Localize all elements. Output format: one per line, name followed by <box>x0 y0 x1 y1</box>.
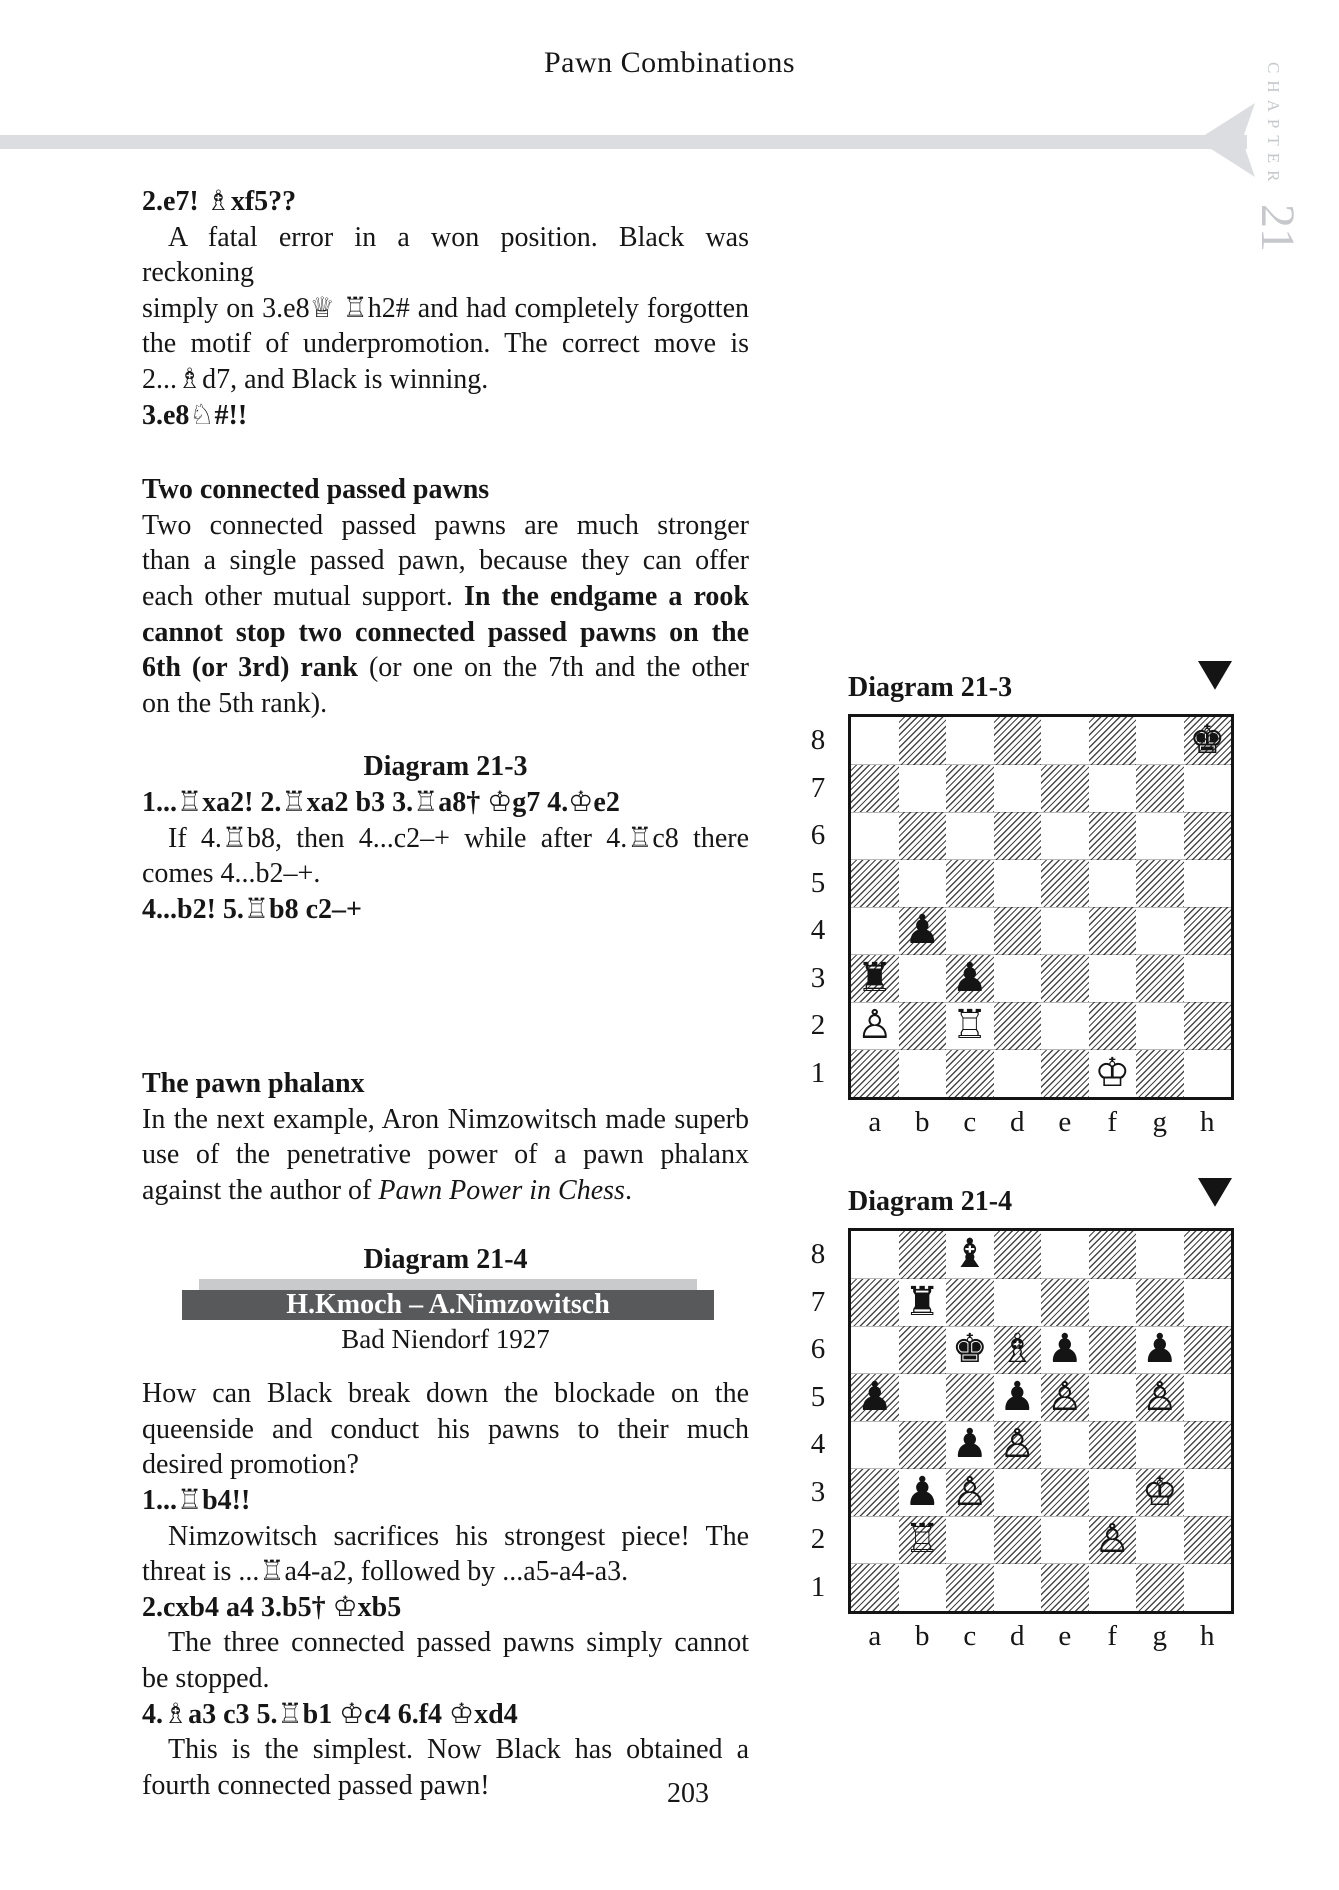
square-h1 <box>1184 1564 1232 1612</box>
square-c4 <box>946 907 994 955</box>
file-label-h: h <box>1200 1620 1215 1652</box>
rank-label-3: 3 <box>810 1475 826 1508</box>
piece-bP-e6: ♟ <box>1046 1326 1083 1372</box>
square-g1 <box>1136 1050 1184 1098</box>
square-h5 <box>1184 1374 1232 1422</box>
square-a5 <box>851 860 899 908</box>
body-line: cannot stop two connected passed pawns on the <box>142 616 749 648</box>
square-f1 <box>1089 1050 1137 1098</box>
body-line: In the next example, Aron Nimzowitsch made superb <box>142 1103 749 1135</box>
square-d2 <box>994 1002 1042 1050</box>
square-e4 <box>1041 1421 1089 1469</box>
file-label-f: f <box>1107 1106 1118 1138</box>
square-a8 <box>851 717 899 765</box>
square-g4 <box>1136 1421 1184 1469</box>
square-a7 <box>851 765 899 813</box>
square-a3 <box>851 1469 899 1517</box>
piece-wP-g5: ♙ <box>1141 1373 1178 1420</box>
page-title: Pawn Combinations <box>543 46 795 79</box>
body-line <box>142 1173 749 1209</box>
file-labels <box>851 1104 1231 1140</box>
square-a4 <box>851 1421 899 1469</box>
diagram-heading: Diagram 21-4 <box>363 1243 528 1275</box>
square-h4 <box>1184 1421 1232 1469</box>
square-d8 <box>994 717 1042 765</box>
piece-bR-b7: ♜ <box>904 1278 941 1325</box>
square-h8 <box>1184 717 1232 765</box>
square-f2 <box>1089 1002 1137 1050</box>
square-a6 <box>851 812 899 860</box>
square-c3 <box>946 955 994 1003</box>
page-number: 203 <box>667 1778 709 1809</box>
square-c6 <box>946 812 994 860</box>
chessboard-21-3 <box>848 714 1234 1100</box>
board-grid-line <box>851 1278 1231 1279</box>
square-h2 <box>1184 1002 1232 1050</box>
file-label-a: a <box>868 1620 882 1652</box>
board-label-21-3: Diagram 21-3 <box>848 672 1013 703</box>
square-d1 <box>994 1050 1042 1098</box>
square-d5 <box>994 1374 1042 1422</box>
square-b3 <box>899 1469 947 1517</box>
body-line: use of the penetrative power of a pawn phalanx <box>142 1139 749 1171</box>
square-g3 <box>1136 955 1184 1003</box>
square-g8 <box>1136 717 1184 765</box>
square-h6 <box>1184 812 1232 860</box>
body-line <box>142 650 749 686</box>
rank-label-2: 2 <box>810 1523 826 1555</box>
square-e4 <box>1041 907 1089 955</box>
square-f5 <box>1089 1374 1137 1422</box>
move-line: 3.e8♘#!! <box>142 399 248 431</box>
rank-label-2: 2 <box>810 1009 826 1041</box>
event-venue: Bad Niendorf 1927 <box>341 1324 550 1355</box>
rank-label-4: 4 <box>810 1428 826 1460</box>
square-c7 <box>946 1279 994 1327</box>
square-e2 <box>1041 1002 1089 1050</box>
file-label-a: a <box>868 1106 882 1138</box>
square-g4 <box>1136 907 1184 955</box>
square-g6 <box>1136 1326 1184 1374</box>
square-d3 <box>994 955 1042 1003</box>
piece-wP-d4: ♙ <box>999 1421 1036 1467</box>
square-e3 <box>1041 955 1089 1003</box>
body-line: Two connected passed pawns are much stronger <box>142 509 749 541</box>
body-line: on the 5th rank). <box>142 687 328 719</box>
square-c7 <box>946 765 994 813</box>
square-f7 <box>1089 1279 1137 1327</box>
rank-label-6: 6 <box>810 819 826 851</box>
section-heading: The pawn phalanx <box>142 1068 365 1100</box>
file-label-g: g <box>1152 1620 1167 1652</box>
piece-bP-c3: ♟ <box>951 954 988 1001</box>
piece-bP-b4: ♟ <box>904 907 941 953</box>
body-line: If 4.♖b8, then 4...c2–+ while after 4.♖c8 there <box>168 822 749 854</box>
body-text-bold: In the endgame a rook <box>463 580 749 612</box>
body-text: . <box>624 1175 632 1207</box>
square-b8 <box>899 1231 947 1279</box>
body-line: than a single passed pawn, because they can offer <box>142 545 749 577</box>
file-label-f: f <box>1107 1620 1118 1652</box>
square-c4 <box>946 1421 994 1469</box>
board-grid-line <box>851 1421 1231 1422</box>
square-g1 <box>1136 1564 1184 1612</box>
square-b1 <box>899 1050 947 1098</box>
square-c2 <box>946 1516 994 1564</box>
body-line: The three connected passed pawns simply cannot <box>168 1627 749 1659</box>
body-line: fourth connected passed pawn! <box>142 1769 490 1801</box>
piece-bB-c8: ♝ <box>951 1231 988 1277</box>
square-f6 <box>1089 1326 1137 1374</box>
file-labels <box>851 1618 1231 1654</box>
square-h7 <box>1184 765 1232 813</box>
body-text: against the author of <box>142 1175 379 1207</box>
body-line: This is the simplest. Now Black has obtained a <box>168 1734 749 1766</box>
square-b5 <box>899 1374 947 1422</box>
diagram-heading: Diagram 21-3 <box>363 751 528 783</box>
square-f7 <box>1089 765 1137 813</box>
square-e2 <box>1041 1516 1089 1564</box>
square-h7 <box>1184 1279 1232 1327</box>
rank-label-1: 1 <box>810 1570 826 1603</box>
rank-label-6: 6 <box>810 1333 826 1365</box>
square-e1 <box>1041 1564 1089 1612</box>
piece-bK-c6: ♚ <box>951 1326 988 1372</box>
square-g5 <box>1136 860 1184 908</box>
move-line: 1...♖b4!! <box>142 1485 251 1517</box>
board-grid-line <box>851 907 1231 908</box>
file-label-e: e <box>1058 1620 1072 1652</box>
square-b6 <box>899 1326 947 1374</box>
square-d1 <box>994 1564 1042 1612</box>
board-grid-line <box>851 1002 1231 1003</box>
square-a2 <box>851 1002 899 1050</box>
piece-wP-e5: ♙ <box>1046 1373 1083 1420</box>
body-text: each other mutual support. <box>142 580 464 612</box>
body-line <box>142 579 749 615</box>
square-c8 <box>946 717 994 765</box>
square-b4 <box>899 907 947 955</box>
square-h4 <box>1184 907 1232 955</box>
square-a7 <box>851 1279 899 1327</box>
square-h2 <box>1184 1516 1232 1564</box>
board-grid-line <box>851 1468 1231 1469</box>
square-d4 <box>994 907 1042 955</box>
rank-label-8: 8 <box>810 724 826 756</box>
square-g2 <box>1136 1516 1184 1564</box>
square-b2 <box>899 1002 947 1050</box>
square-g7 <box>1136 765 1184 813</box>
square-a1 <box>851 1050 899 1098</box>
square-b6 <box>899 812 947 860</box>
square-a3 <box>851 955 899 1003</box>
move-line: 4.♗a3 c3 5.♖b1 ♔c4 6.f4 ♔xd4 <box>142 1698 518 1730</box>
square-b1 <box>899 1564 947 1612</box>
square-b8 <box>899 717 947 765</box>
square-b5 <box>899 860 947 908</box>
file-label-b: b <box>915 1620 930 1652</box>
square-d6 <box>994 812 1042 860</box>
move-line: 1...♖xa2! 2.♖xa2 b3 3.♖a8† ♔g7 4.♔e2 <box>142 786 620 818</box>
square-f1 <box>1089 1564 1137 1612</box>
square-b2 <box>899 1516 947 1564</box>
body-text: (or one on the 7th and the other <box>357 652 749 684</box>
board-grid-line <box>851 764 1231 765</box>
book-title-italic: Pawn Power in Chess <box>378 1175 625 1207</box>
piece-wB-d6: ♗ <box>999 1326 1036 1372</box>
piece-wR-b2: ♖ <box>904 1516 941 1562</box>
piece-bP-a5: ♟ <box>856 1373 893 1420</box>
body-line: desired promotion? <box>142 1449 359 1481</box>
piece-wP-f2: ♙ <box>1094 1516 1131 1562</box>
piece-wP-a2: ♙ <box>856 1002 893 1048</box>
text-column <box>142 184 749 1803</box>
square-e7 <box>1041 1279 1089 1327</box>
square-e8 <box>1041 717 1089 765</box>
move-line: 2.cxb4 a4 3.b5† ♔xb5 <box>142 1591 402 1623</box>
square-f4 <box>1089 1421 1137 1469</box>
body-line: comes 4...b2–+. <box>142 858 321 890</box>
rank-label-3: 3 <box>810 961 826 994</box>
players-banner: H.Kmoch – A.Nimzowitsch <box>182 1290 714 1320</box>
board-grid-line <box>851 1326 1231 1327</box>
body-line: simply on 3.e8♕ ♖h2# and had completely forgotten <box>142 292 749 324</box>
piece-bP-c4: ♟ <box>951 1421 988 1467</box>
rank-labels <box>800 1231 836 1611</box>
rank-label-4: 4 <box>810 914 826 946</box>
body-line: How can Black break down the blockade on the <box>142 1378 749 1410</box>
section-heading: Two connected passed pawns <box>142 474 490 506</box>
chapter-label: CHAPTER <box>1264 62 1283 189</box>
rank-label-7: 7 <box>810 1285 826 1318</box>
chessboard-21-4 <box>848 1228 1234 1614</box>
square-e7 <box>1041 765 1089 813</box>
square-b4 <box>899 1421 947 1469</box>
square-g7 <box>1136 1279 1184 1327</box>
square-h1 <box>1184 1050 1232 1098</box>
square-d3 <box>994 1469 1042 1517</box>
piece-bK-h8: ♚ <box>1189 717 1226 763</box>
piece-bP-d5: ♟ <box>999 1373 1036 1420</box>
move-line: 2.e7! ♗xf5?? <box>142 186 297 217</box>
square-f2 <box>1089 1516 1137 1564</box>
square-b7 <box>899 1279 947 1327</box>
file-label-d: d <box>1010 1106 1025 1138</box>
square-d2 <box>994 1516 1042 1564</box>
body-line: threat is ...♖a4-a2, followed by ...a5-a4-a3. <box>142 1556 629 1588</box>
board-grid-line <box>851 859 1231 860</box>
board-grid-line <box>851 1049 1231 1050</box>
body-line: A fatal error in a won position. Black was reckoning <box>142 221 749 289</box>
rank-label-5: 5 <box>810 866 826 899</box>
square-c6 <box>946 1326 994 1374</box>
chapter-number: 21 <box>1251 204 1304 252</box>
body-line: 2...♗d7, and Black is winning. <box>142 363 489 395</box>
file-label-c: c <box>963 1106 977 1138</box>
square-f8 <box>1089 717 1137 765</box>
square-c2 <box>946 1002 994 1050</box>
piece-wK-f1: ♔ <box>1094 1049 1131 1096</box>
rank-label-1: 1 <box>810 1056 826 1089</box>
square-d7 <box>994 765 1042 813</box>
square-a5 <box>851 1374 899 1422</box>
square-f4 <box>1089 907 1137 955</box>
square-f5 <box>1089 860 1137 908</box>
square-h3 <box>1184 1469 1232 1517</box>
square-h6 <box>1184 1326 1232 1374</box>
square-d6 <box>994 1326 1042 1374</box>
board-grid-line <box>851 954 1231 955</box>
piece-bP-b3: ♟ <box>904 1468 941 1515</box>
rank-label-8: 8 <box>810 1238 826 1270</box>
square-e3 <box>1041 1469 1089 1517</box>
square-g5 <box>1136 1374 1184 1422</box>
file-label-g: g <box>1152 1106 1167 1138</box>
file-label-b: b <box>915 1106 930 1138</box>
square-a8 <box>851 1231 899 1279</box>
square-e5 <box>1041 860 1089 908</box>
body-line: the motif of underpromotion. The correct move is <box>142 328 749 360</box>
move-line: 4...b2! 5.♖b8 c2–+ <box>142 893 362 925</box>
square-c5 <box>946 1374 994 1422</box>
square-a4 <box>851 907 899 955</box>
square-c5 <box>946 860 994 908</box>
square-d5 <box>994 860 1042 908</box>
square-d8 <box>994 1231 1042 1279</box>
square-e6 <box>1041 1326 1089 1374</box>
square-g8 <box>1136 1231 1184 1279</box>
board-grid-line <box>851 812 1231 813</box>
square-g3 <box>1136 1469 1184 1517</box>
square-f3 <box>1089 955 1137 1003</box>
piece-bR-a3: ♜ <box>856 954 893 1001</box>
piece-wR-c2: ♖ <box>951 1002 988 1048</box>
square-a2 <box>851 1516 899 1564</box>
board-grid-line <box>851 1516 1231 1517</box>
square-d7 <box>994 1279 1042 1327</box>
square-g2 <box>1136 1002 1184 1050</box>
file-label-c: c <box>963 1620 977 1652</box>
square-e6 <box>1041 812 1089 860</box>
body-line: queenside and conduct his pawns to their much <box>142 1413 749 1445</box>
body-line: be stopped. <box>142 1663 270 1694</box>
file-label-e: e <box>1058 1106 1072 1138</box>
square-h3 <box>1184 955 1232 1003</box>
square-b7 <box>899 765 947 813</box>
file-label-d: d <box>1010 1620 1025 1652</box>
square-f8 <box>1089 1231 1137 1279</box>
piece-bP-g6: ♟ <box>1141 1326 1178 1372</box>
rank-labels <box>800 717 836 1097</box>
piece-wP-c3: ♙ <box>951 1468 988 1515</box>
rank-label-7: 7 <box>810 771 826 804</box>
square-c1 <box>946 1050 994 1098</box>
rank-label-5: 5 <box>810 1380 826 1413</box>
square-d4 <box>994 1421 1042 1469</box>
header-rule <box>0 135 1247 149</box>
body-text-bold: 6th (or 3rd) rank <box>142 652 358 684</box>
square-f6 <box>1089 812 1137 860</box>
black-to-move-icon <box>1198 661 1232 691</box>
black-to-move-icon <box>1198 1178 1232 1208</box>
square-c3 <box>946 1469 994 1517</box>
square-b3 <box>899 955 947 1003</box>
square-f3 <box>1089 1469 1137 1517</box>
square-c8 <box>946 1231 994 1279</box>
square-g6 <box>1136 812 1184 860</box>
square-h8 <box>1184 1231 1232 1279</box>
board-grid-line <box>851 1373 1231 1374</box>
file-label-h: h <box>1200 1106 1215 1138</box>
board-grid-line <box>851 1563 1231 1564</box>
square-c1 <box>946 1564 994 1612</box>
body-line: Nimzowitsch sacrifices his strongest piece! The <box>168 1520 749 1552</box>
piece-wK-g3: ♔ <box>1141 1468 1178 1515</box>
square-e1 <box>1041 1050 1089 1098</box>
square-e8 <box>1041 1231 1089 1279</box>
square-h5 <box>1184 860 1232 908</box>
square-a6 <box>851 1326 899 1374</box>
square-a1 <box>851 1564 899 1612</box>
board-label-21-4: Diagram 21-4 <box>848 1186 1013 1217</box>
square-e5 <box>1041 1374 1089 1422</box>
